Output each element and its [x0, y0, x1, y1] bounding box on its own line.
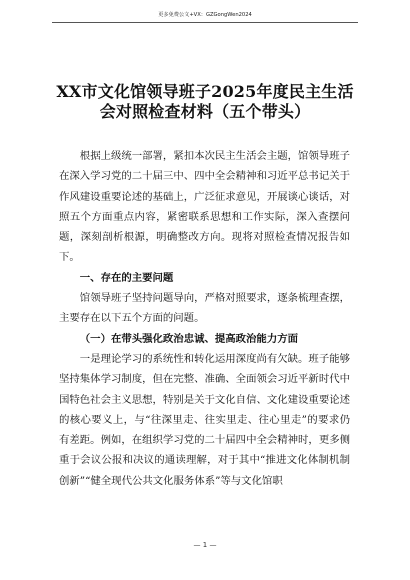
document-title-line-2: 会对照检查材料（五个带头）	[99, 102, 311, 121]
page-number: — 1 —	[193, 541, 217, 549]
document-title-line-1: XX市文化馆领导班子2025年度民主生活	[56, 82, 354, 101]
subsection-heading: （一）在带头强化政治忠诚、提高政治能力方面	[79, 332, 298, 345]
section-heading: 一、存在的主要问题	[79, 271, 174, 284]
subsection-paragraph: 一是理论学习的系统性和转化运用深度尚有欠缺。班子能够坚持集体学习制度，但在完整、准确、全面领会习近平新时代中国特色社会主义思想，特别是关于文化自信、文化建设重要论述的核心要义上，与“往深里走、往实里走、往心里走”的要求仍有差距。例如，在组织学习党的二十届四中全会精神时，更多侧重于会议公报和决议的通读理解，对于其中“推进文化体制机制创新”“健全现代公共文化服务体系”等与文化馆职	[59, 352, 350, 487]
intro-paragraph: 根据上级统一部署，紧扣本次民主生活会主题，馆领导班子在深入学习党的二十届三中、四中全会精神和习近平总书记关于作风建设重要论述的基础上，广泛征求意见，开展谈心谈话，对照五个方面重点内容，紧密联系思想和工作实际，深入查摆问题，深刻剖析根源，明确整改方向。现将对照检查情况报告如下。	[59, 150, 350, 264]
header-note: 更多免费公文+VX：GZGongWen2024	[158, 12, 252, 18]
section-intro-paragraph: 馆领导班子坚持问题导向，严格对照要求，逐条梳理查摆，主要存在以下五个方面的问题。	[59, 292, 350, 325]
header-divider	[52, 22, 358, 23]
document-body	[59, 146, 350, 491]
